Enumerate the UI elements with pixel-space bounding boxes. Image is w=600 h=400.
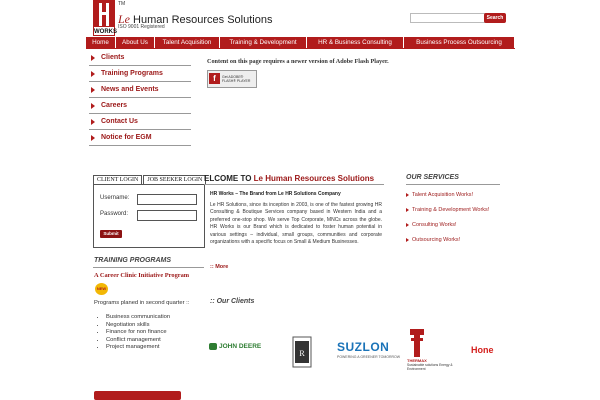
service-label: Talent Acquisition Works! (412, 192, 474, 198)
welcome-heading (204, 174, 374, 183)
programs-intro: Programs planed in second quarter :: (94, 300, 190, 306)
service-label: Consulting Works! (412, 222, 457, 228)
our-clients-title: :: Our Clients (210, 298, 255, 305)
john-deere-logo[interactable] (209, 343, 261, 350)
list-item: • Finance for non finance (106, 329, 170, 337)
sidebar-item-news-events[interactable] (89, 82, 191, 98)
sidebar-label: Clients (101, 54, 125, 61)
thermax-tagline: Sustainable solutions Energy & Environment (407, 363, 453, 371)
suzlon-logo[interactable]: SUZLON (337, 340, 390, 354)
welcome-highlight: Le Human Resources Solutions (253, 174, 375, 183)
welcome-subtitle: HR Works – The Brand from Le HR Solutions Company (210, 191, 341, 197)
sidebar-label: Contact Us (101, 118, 138, 125)
search-input[interactable] (410, 13, 488, 23)
iso-label: ISO 9001 Registered (118, 24, 165, 30)
nav-about-us[interactable]: About Us (116, 37, 154, 48)
flash-icon: f (209, 73, 220, 84)
new-badge-icon: NEW (95, 283, 108, 295)
arrow-icon (406, 238, 409, 242)
sidebar-label: News and Events (101, 86, 159, 93)
nav-talent-acquisition[interactable]: Talent Acquisition (155, 37, 219, 48)
service-link-training[interactable] (406, 207, 489, 213)
svg-text:R: R (299, 349, 305, 358)
sidebar-item-contact-us[interactable] (89, 114, 191, 130)
sidebar-item-careers[interactable] (89, 98, 191, 114)
thermax-name: THERMAX (407, 358, 427, 363)
tab-client-login[interactable]: CLIENT LOGIN (93, 175, 142, 185)
arrow-icon (91, 135, 95, 141)
nav-training-development[interactable]: Training & Development (220, 37, 306, 48)
trademark: TM (118, 1, 126, 7)
programs-list (100, 314, 170, 352)
arrow-icon (406, 208, 409, 212)
sidebar-label: Careers (101, 102, 128, 109)
divider (204, 184, 384, 185)
service-label: Training & Development Works! (412, 207, 490, 213)
list-item: • Project management (106, 344, 170, 352)
get-flash-player-badge[interactable] (207, 70, 257, 88)
arrow-icon (406, 193, 409, 197)
service-link-consulting[interactable] (406, 222, 457, 228)
rolls-royce-logo-icon[interactable] (291, 335, 313, 369)
deer-icon (209, 343, 217, 350)
service-link-outsourcing[interactable] (406, 237, 460, 243)
welcome-prefix: ELCOME TO (204, 174, 254, 183)
brand-le: Le (118, 12, 130, 26)
flash-message: Content on this page requires a newer version of Adobe Flash Player. (207, 58, 389, 65)
username-input[interactable] (137, 194, 197, 205)
username-label: Username: (100, 195, 130, 201)
john-deere-text: JOHN DEERE (219, 343, 262, 351)
password-label: Password: (100, 211, 129, 217)
list-item: • Conflict management (106, 337, 170, 345)
arrow-icon (91, 87, 95, 93)
arrow-icon (91, 71, 95, 77)
submit-button[interactable]: Submit (100, 230, 122, 238)
arrow-icon (406, 223, 409, 227)
flash-badge-text: Get ADOBE® FLASH® PLAYER (222, 75, 251, 83)
search-button[interactable]: Search (484, 13, 506, 23)
honeywell-logo[interactable]: Hone (471, 345, 494, 355)
nav-hr-business-consulting[interactable]: HR & Business Consulting (307, 37, 403, 48)
bottom-banner[interactable] (94, 391, 181, 400)
more-link[interactable]: :: More (210, 264, 229, 270)
list-item: • Business communication (106, 314, 170, 322)
divider (406, 184, 500, 185)
sidebar-label: Training Programs (101, 70, 163, 77)
thermax-logo-icon[interactable] (410, 329, 424, 357)
sidebar-item-training-programs[interactable] (89, 66, 191, 82)
divider (93, 267, 204, 268)
arrow-icon (91, 55, 95, 61)
service-link-talent[interactable] (406, 192, 473, 198)
tab-job-seeker-login[interactable]: JOB SEEKER LOGIN (143, 175, 206, 185)
password-input[interactable] (137, 210, 197, 221)
suzlon-tagline: POWERING A GREENER TOMORROW (337, 355, 401, 359)
nav-business-process-outsourcing[interactable]: Business Process Outsourcing (404, 37, 514, 48)
sidebar-label: Notice for EGM (101, 134, 152, 141)
nav-underline (86, 48, 515, 49)
main-nav (86, 37, 515, 48)
logo-works-text: WORKS (93, 26, 115, 36)
training-programs-title: TRAINING PROGRAMS (94, 257, 171, 264)
our-services-title: OUR SERVICES (406, 174, 459, 181)
arrow-icon (91, 103, 95, 109)
nav-home[interactable]: Home (86, 37, 115, 48)
service-label: Outsourcing Works! (412, 237, 461, 243)
career-clinic-link[interactable]: A Career Clinic Initiative Program (94, 272, 190, 279)
welcome-body: Le HR Solutions, since its inception in 2003, is one of the fastest growing HR Consulting & Boutique Services company based in Western India and a preferred one-stop shop. We serve Top Corporate, MNCs across the globe. HR Works is our Brand which is dedicated to foster human potential in various settings – individual, small groups, communities and corporate organizations with a specific focus on Small & Medium Businesses. (210, 202, 382, 246)
sidebar-item-clients[interactable] (89, 50, 191, 66)
sidebar-item-notice-egm[interactable] (89, 130, 191, 146)
arrow-icon (91, 119, 95, 125)
person-icon (99, 3, 109, 26)
brand-rest: Human Resources Solutions (130, 14, 273, 26)
list-item: • Negotiation skills (106, 322, 170, 330)
